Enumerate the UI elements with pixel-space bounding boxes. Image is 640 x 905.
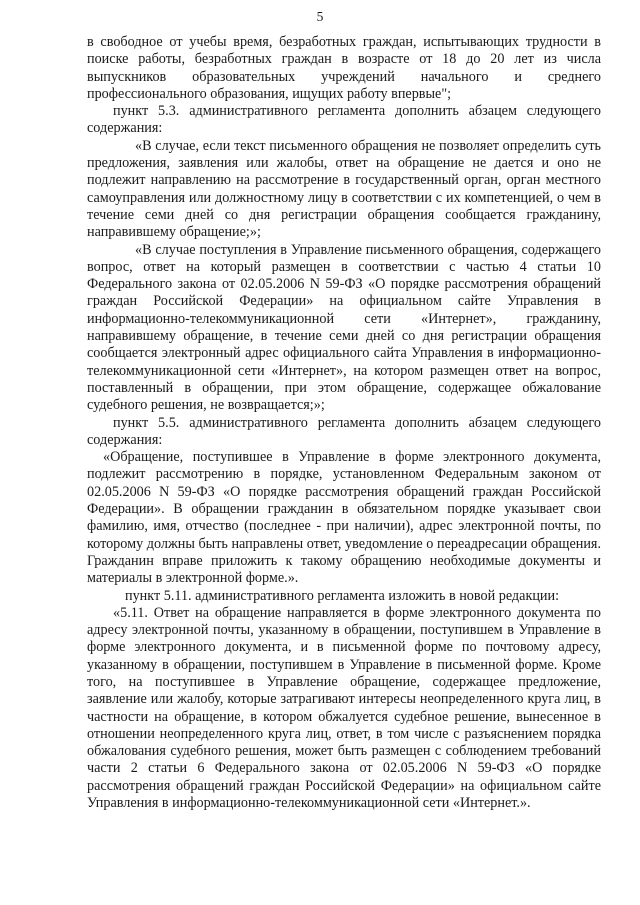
paragraph-item-5-3-heading: пункт 5.3. административного регламента дополнить абзацем следующего содержания: [87, 103, 601, 137]
paragraph-item-5-5-heading: пункт 5.5. административного регламента дополнить абзацем следующего содержания: [87, 414, 601, 448]
paragraph-quote-5-5: «Обращение, поступившее в Управление в форме электронного документа, подлежит рассмотрению в порядке, установленном Федеральным законом от 02.05.2006 N 59-ФЗ «О порядке рассмотрения обращений граждан Российской Федерации». В обращении гражданин в обязательном порядке указывает свои фамилию, имя, отчество (последнее - при наличии), адрес электронной почты, по которому должны быть направлены ответ, уведомление о переадресации обращения. Гражданин вправе приложить к такому обращению необходимые документы и материалы в электронной форме.». [87, 449, 601, 587]
paragraph-continuation: в свободное от учебы время, безработных граждан, испытывающих трудности в поиске работы, безработных граждан в возрасте от 18 до 20 лет из числа выпускников образовательных учреждений начального и среднего профессионального образования, ищущих работу впервые"; [87, 34, 601, 102]
page-number: 5 [316, 9, 324, 24]
paragraph-quote-5-11: «5.11. Ответ на обращение направляется в форме электронного документа по адресу электронной почты, указанному в обращении, поступившем в Управление в форме электронного документа, и в письменной форме по почтовому адресу, указанному в обращении, поступившем в Управление в письменной форме. Кроме того, на поступившее в Управление обращение, содержащее предложение, заявление или жалобу, которые затрагивают интересы неопределенного круга лиц, в частности на обращение, в котором обжалуется судебное решение, вынесенное в отношении неопределенного круга лиц, ответ, в том числе с разъяснением порядка обжалования судебного решения, может быть размещен с соблюдением требований части 2 статьи 6 Федерального закона от 02.05.2006 N 59-ФЗ «О порядке рассмотрения обращений граждан Российской Федерации» на официальном сайте Управления в информационно-телекоммуникационной сети «Интернет.». [87, 604, 601, 812]
paragraph-quote-5-3-b: «В случае поступления в Управление письменного обращения, содержащего вопрос, ответ на который размещен в соответствии с частью 4 статьи 10 Федерального закона от 02.05.2006 N 59-ФЗ «О порядке рассмотрения обращений граждан Российской Федерации» на официальном сайте Управления в информационно-телекоммуникационной сети «Интернет», гражданину, направившему обращение, в течение семи дней со дня регистрации обращения сообщается электронный адрес официального сайта Управления в информационно-телекоммуникационной сети «Интернет», на котором размещен ответ на вопрос, поставленный в обращении, при этом обращение, содержащее обжалование судебного решения, не возвращается;»; [87, 241, 601, 414]
paragraph-item-5-11-heading: пункт 5.11. административного регламента изложить в новой редакции: [125, 587, 560, 604]
paragraph-quote-5-3-a: «В случае, если текст письменного обращения не позволяет определить суть предложения, заявления или жалобы, ответ на обращение не дается и оно не подлежит направлению на рассмотрение в государственный орган, орган местного самоуправления или должностному лицу в соответствии с их компетенцией, о чем в течение семи дней со дня регистрации обращения сообщается гражданину, направившему обращение;»; [87, 137, 601, 241]
document-body [87, 34, 601, 812]
